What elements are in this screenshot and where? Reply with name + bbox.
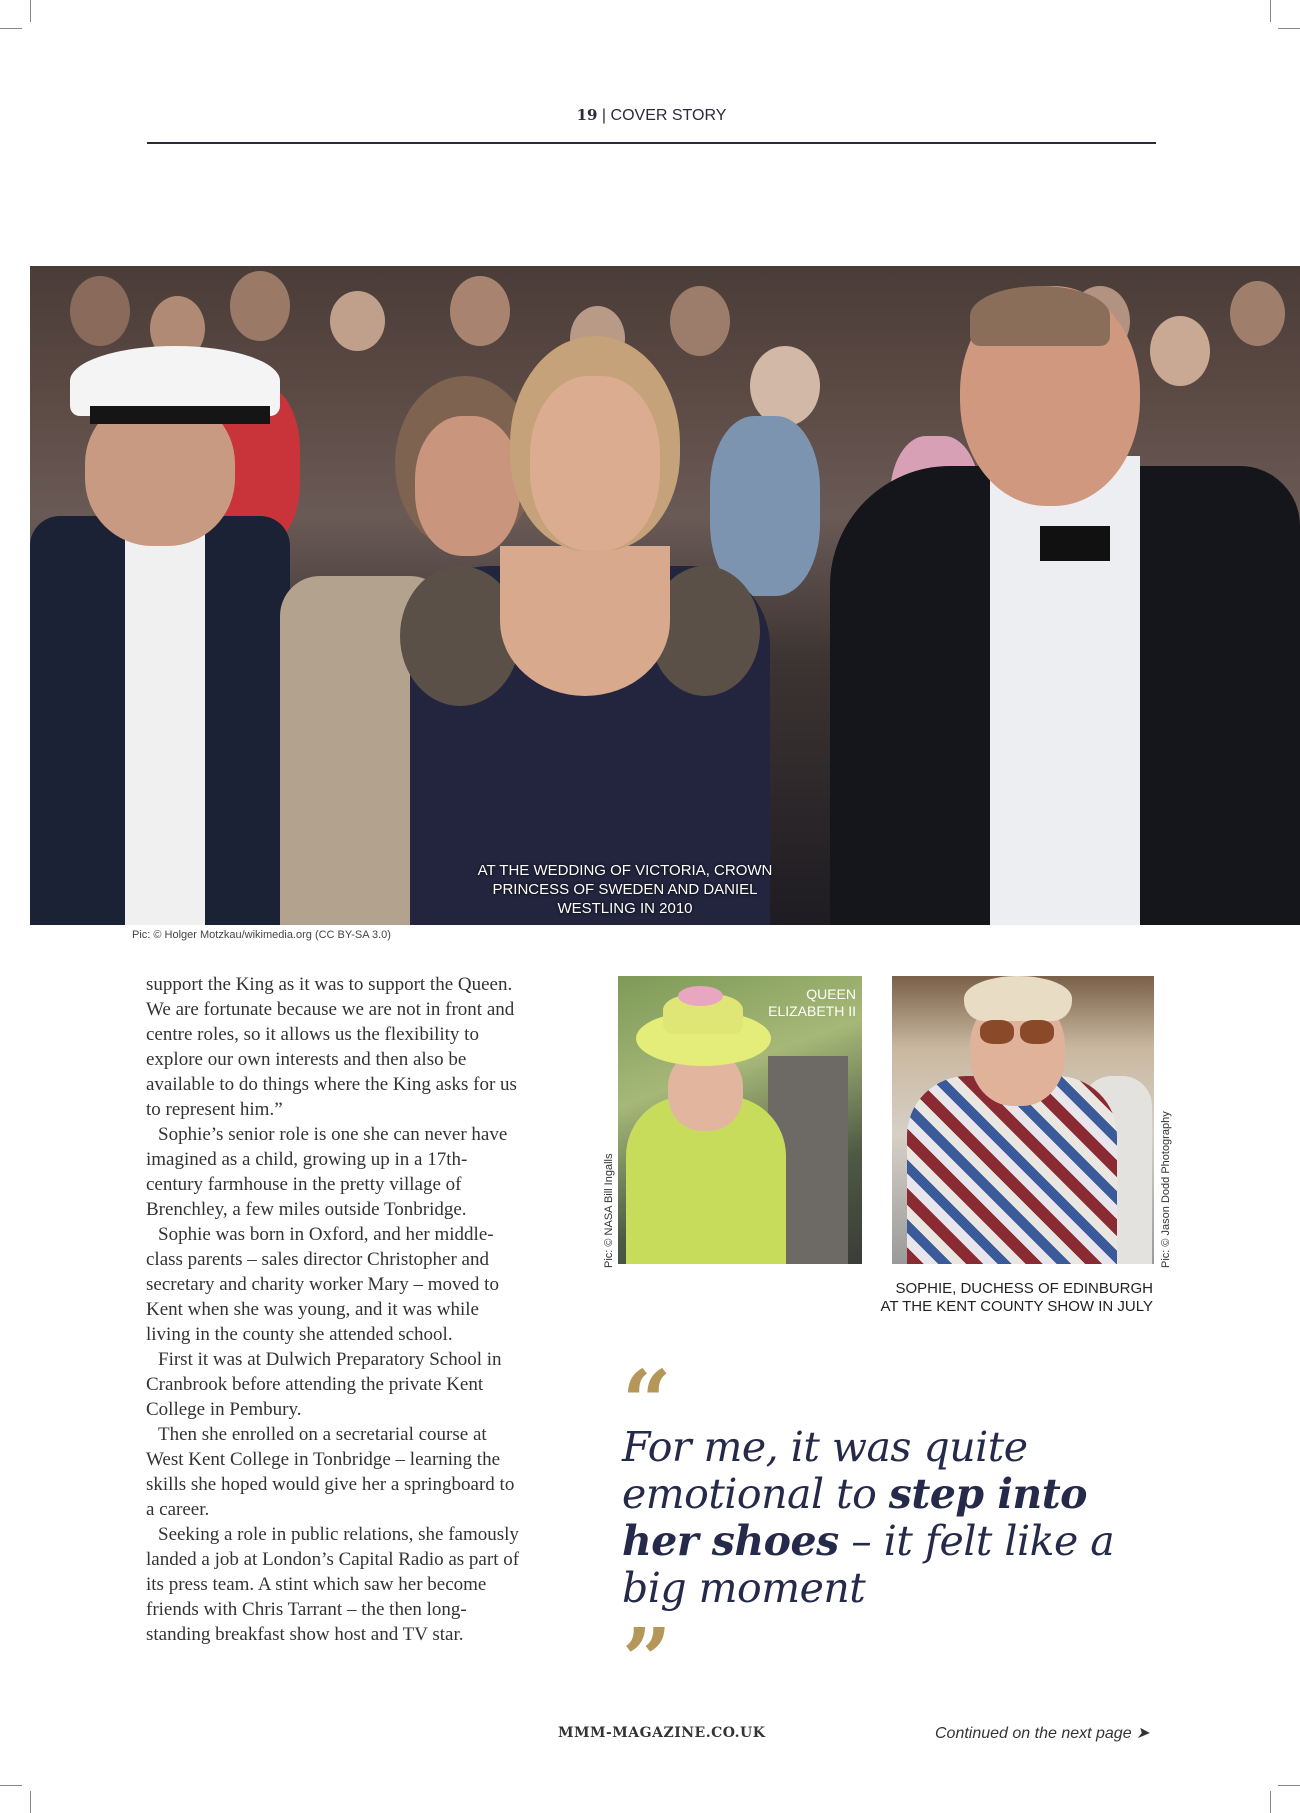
hero-photo-credit: Pic: © Holger Motzkau/wikimedia.org (CC BY-SA 3.0) xyxy=(132,929,391,941)
crop-mark xyxy=(1270,0,1271,22)
crop-mark xyxy=(1278,28,1300,29)
hero-caption: AT THE WEDDING OF VICTORIA, CROWN PRINCESS OF SWEDEN AND DANIEL WESTLING IN 2010 xyxy=(477,862,773,917)
queen-photo xyxy=(618,976,862,1264)
sophie-photo-credit: Pic: © Jason Dodd Photography xyxy=(1160,1111,1172,1268)
sophie-photo-caption: SOPHIE, DUCHESS OF EDINBURGH AT THE KENT COUNTY SHOW IN JULY xyxy=(880,1280,1153,1315)
article-paragraph: Seeking a role in public relations, she famously landed a job at London’s Capital Radio as part of its press team. A stint which saw her become friends with Chris Tarrant – the then long-standing breakfast show host and TV star. xyxy=(146,1524,520,1645)
header-separator: | xyxy=(601,107,607,124)
sophie-photo xyxy=(892,976,1154,1264)
crop-mark xyxy=(30,0,31,22)
article-body xyxy=(146,972,524,1647)
queen-label-line1: QUEEN xyxy=(806,986,856,1002)
queen-label-line2: ELIZABETH II xyxy=(768,1003,856,1019)
open-quote-mark: “ xyxy=(622,1352,672,1453)
article-paragraph: Sophie was born in Oxford, and her middle-class parents – sales director Christopher and secretary and charity worker Mary – moved to Kent when she was young, and it was while living in the county she attended school. xyxy=(146,1224,499,1345)
crop-mark xyxy=(1278,1785,1300,1786)
article-paragraph: support the King as it was to support the Queen. We are fortunate because we are not in front and centre roles, so it allows us the flexibility to explore our own interests and then also be available to do things where the King asks for us to represent him.” xyxy=(146,974,517,1120)
header-rule xyxy=(147,142,1156,144)
pull-quote xyxy=(622,1424,1142,1612)
crop-mark xyxy=(0,1785,22,1786)
page-number: 19 xyxy=(576,106,598,124)
page-header xyxy=(147,106,1156,130)
pull-quote-text: For me, it was quite emotional to xyxy=(622,1423,1028,1518)
article-paragraph: First it was at Dulwich Preparatory School in Cranbrook before attending the private Kent College in Pembury. xyxy=(146,1349,502,1420)
crop-mark xyxy=(1270,1791,1271,1813)
footer-website[interactable]: MMM-MAGAZINE.CO.UK xyxy=(558,1725,766,1741)
close-quote-mark: ” xyxy=(622,1610,672,1711)
article-paragraph: Sophie’s senior role is one she can never have imagined as a child, growing up in a 17th-century farmhouse in the pretty village of Brenchley, a few miles outside Tonbridge. xyxy=(146,1124,508,1220)
queen-photo-credit: Pic: © NASA Bill Ingalls xyxy=(603,1153,615,1268)
pull-quote-text: – it felt like a big moment xyxy=(622,1517,1115,1612)
article-paragraph: Then she enrolled on a secretarial course at West Kent College in Tonbridge – learning the skills she hoped would give her a springboard to a career. xyxy=(146,1424,515,1520)
hero-photo xyxy=(30,266,1300,925)
crop-mark xyxy=(0,28,22,29)
queen-photo-label xyxy=(768,986,856,1020)
section-title: COVER STORY xyxy=(610,107,727,124)
pull-quote-emphasis: step into her shoes xyxy=(622,1470,1088,1565)
continued-notice: Continued on the next page ➤ xyxy=(935,1725,1150,1742)
crop-mark xyxy=(30,1791,31,1813)
